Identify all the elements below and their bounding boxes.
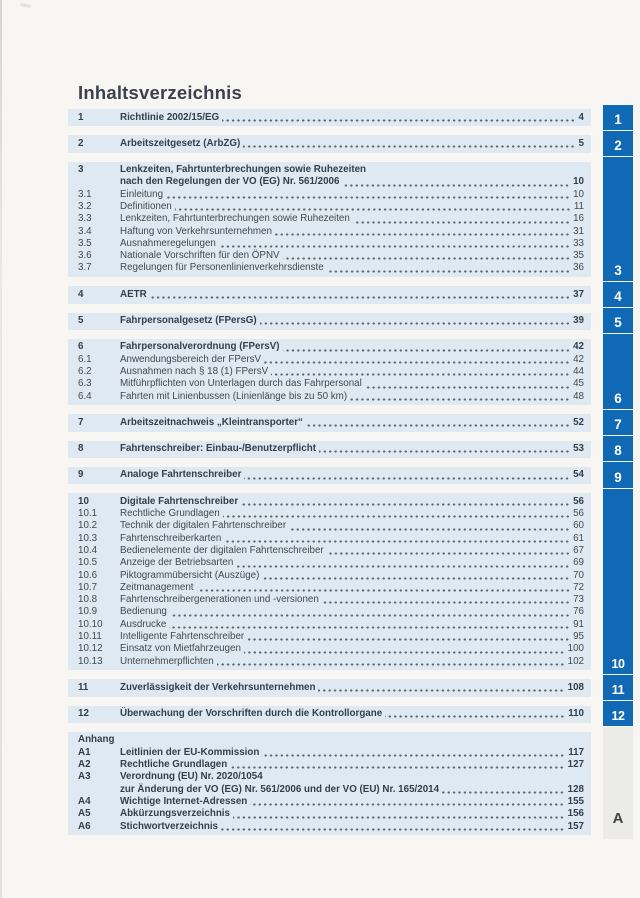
toc-entry-number: 3.5 <box>78 237 92 249</box>
dot-leader <box>262 577 570 580</box>
toc-entry-number: 10.11 <box>78 631 102 642</box>
toc-entry-title: Fahrpersonalgesetz (FPersG) <box>120 315 257 327</box>
dot-leader <box>244 651 565 654</box>
toc-entry-page: 156 <box>567 808 584 820</box>
scan-corner-smudge <box>20 3 31 8</box>
toc-group-1 <box>68 109 591 126</box>
toc-entry <box>78 213 584 225</box>
toc-entry-title: Digitale Fahrtenschreiber <box>120 495 239 507</box>
toc-entry-title: Fahrtenschreibergenerationen und -versionen <box>120 594 319 606</box>
toc-entry <box>78 582 584 594</box>
toc-entry-page: 70 <box>573 569 584 581</box>
toc-entry <box>78 443 584 455</box>
dot-leader <box>197 589 571 592</box>
dot-leader <box>169 626 570 629</box>
toc-entry-number: 6.2 <box>78 365 92 377</box>
toc-entry-number: A5 <box>78 808 91 820</box>
toc-entry-page: 53 <box>573 443 584 455</box>
chapter-tab-5: 5 <box>603 308 633 333</box>
toc-entry-page: 10 <box>573 176 584 188</box>
dot-leader <box>236 565 570 568</box>
toc-entry <box>78 164 584 176</box>
toc-entry <box>78 759 584 771</box>
chapter-tab-3: 3 <box>603 157 633 281</box>
dot-leader <box>250 803 564 806</box>
toc-entry <box>78 354 584 366</box>
toc-entry-page: 127 <box>567 759 584 771</box>
toc-entry <box>78 226 584 238</box>
toc-entry <box>78 391 584 403</box>
toc-entry-number: 5 <box>78 315 84 327</box>
toc-entry-page: 108 <box>567 681 584 693</box>
dot-leader <box>271 373 570 376</box>
dot-leader <box>353 221 570 224</box>
toc-entry <box>78 594 584 606</box>
toc-entry-title: Ausnahmen nach § 18 (1) FPersV <box>120 365 269 377</box>
toc-entry-number: 10.9 <box>78 606 98 618</box>
dot-leader <box>327 552 570 555</box>
toc-entry-title: Zeitmanagement <box>120 581 194 593</box>
toc-group-6 <box>68 339 591 405</box>
toc-entry-title: AETR <box>120 288 147 300</box>
toc-entry <box>78 138 584 150</box>
toc-entry-number: 9 <box>78 469 84 481</box>
toc-entry-number: 4 <box>78 288 84 300</box>
dot-leader <box>222 119 575 122</box>
chapter-tab-11: 11 <box>603 675 633 700</box>
dot-leader <box>223 515 570 518</box>
dot-leader <box>244 477 570 480</box>
dot-leader <box>150 296 570 299</box>
toc-entry-page: 128 <box>567 783 584 795</box>
chapter-tab-2: 2 <box>603 131 633 156</box>
toc-entry <box>78 557 584 569</box>
toc-group-11 <box>68 679 591 696</box>
toc-entry-number: 8 <box>78 443 84 455</box>
toc-entry-page: 42 <box>573 341 584 353</box>
toc-entry-number: 10.4 <box>78 544 98 556</box>
toc-entry <box>78 176 584 188</box>
toc-entry-page: 95 <box>573 631 584 642</box>
toc-entry-page: 110 <box>568 708 584 720</box>
scan-edge-artifact <box>0 0 2 898</box>
toc-entry-number: 10 <box>78 495 89 507</box>
toc-entry <box>78 262 584 274</box>
toc-entry-page: 31 <box>573 225 584 237</box>
dot-leader <box>230 766 564 769</box>
toc-entry-number: 10.10 <box>78 618 103 630</box>
toc-entry-title: Wichtige Internet-Adressen <box>120 795 248 807</box>
dot-leader <box>283 349 571 352</box>
dot-leader <box>327 270 570 273</box>
toc-entry-number: A2 <box>78 759 91 771</box>
toc-entry-page: 5 <box>578 137 584 149</box>
dot-leader <box>442 791 565 794</box>
toc-group-2 <box>68 135 591 152</box>
toc-entry-title: Verordnung (EU) Nr. 2020/1054 <box>120 771 263 783</box>
toc-entry-number: 3.1 <box>78 188 92 200</box>
toc-entry-title: Arbeitszeitgesetz (ArbZG) <box>120 137 241 149</box>
toc-entry-title: Nationale Vorschriften für den ÖPNV <box>120 250 280 262</box>
toc-entry-number: 10.12 <box>78 643 103 655</box>
dot-leader <box>262 754 565 757</box>
toc-entry-number: 10.8 <box>78 594 98 606</box>
toc-entry-number: 3.7 <box>78 262 92 274</box>
toc-entry-number: 3.2 <box>78 200 92 212</box>
dot-leader <box>166 196 570 199</box>
toc-entry-number: A3 <box>78 771 91 783</box>
toc-entry <box>78 112 584 124</box>
toc-entry <box>78 289 584 301</box>
toc-entry <box>78 734 584 746</box>
toc-entry-page: 11 <box>573 200 584 212</box>
dot-leader <box>264 361 570 364</box>
toc-entry-page: 102 <box>567 655 584 667</box>
toc-group-7 <box>68 414 591 431</box>
toc-entry-number: 11 <box>78 681 89 693</box>
toc-entry <box>78 545 584 557</box>
dot-leader <box>350 398 570 401</box>
toc-entry <box>78 796 584 808</box>
toc <box>68 109 591 844</box>
toc-entry-number: 10.5 <box>78 557 98 569</box>
toc-entry-title: Haftung von Verkehrsunternehmen <box>120 225 272 237</box>
toc-entry-page: 67 <box>573 544 584 556</box>
chapter-tab-6: 6 <box>603 334 633 408</box>
toc-entry <box>78 784 584 796</box>
chapter-tab-A: A <box>603 727 633 838</box>
dot-leader <box>170 614 570 617</box>
chapter-tab-12: 12 <box>603 701 633 726</box>
dot-leader <box>217 663 565 666</box>
toc-entry-page: 61 <box>573 532 584 544</box>
toc-entry-number: 2 <box>78 137 84 149</box>
toc-entry-page: 48 <box>573 390 584 402</box>
toc-entry-title: Ausnahmeregelungen <box>120 237 216 249</box>
toc-entry-number: 1 <box>78 111 84 123</box>
toc-entry <box>78 520 584 532</box>
chapter-tab-10: 10 <box>603 489 633 674</box>
toc-entry-page: 100 <box>567 643 584 655</box>
toc-entry <box>78 808 584 820</box>
toc-entry-page: 157 <box>567 820 584 832</box>
toc-entry <box>78 656 584 668</box>
toc-entry-page: 91 <box>573 618 584 630</box>
toc-entry-number: 10.6 <box>78 569 98 581</box>
toc-entry-title: Fahrtenschreiber: Einbau-/Benutzerpflicht <box>120 443 316 455</box>
toc-entry-title: zur Änderung der VO (EG) Nr. 561/2006 und der VO (EU) Nr. 165/2014 <box>120 783 440 795</box>
toc-entry-title: Abkürzungsverzeichnis <box>120 808 230 820</box>
dot-leader <box>342 184 570 187</box>
toc-entry-number: 3 <box>78 164 84 176</box>
toc-entry-number: 7 <box>78 416 84 428</box>
toc-entry-title: Bedienung <box>120 606 167 618</box>
chapter-tab-rail <box>603 0 633 898</box>
toc-entry-number: A4 <box>78 795 91 807</box>
dot-leader <box>365 386 570 389</box>
toc-entry-title: Mitführpflichten von Unterlagen durch das Fahrpersonal <box>120 378 362 390</box>
toc-entry <box>78 682 584 694</box>
toc-entry <box>78 469 584 481</box>
toc-entry-number: 10.13 <box>78 655 103 667</box>
toc-entry-title: Ausdrucke <box>120 618 167 630</box>
toc-entry <box>78 570 584 582</box>
toc-entry-number: 6.1 <box>78 353 92 365</box>
toc-entry-page: 76 <box>573 606 584 618</box>
toc-entry-number: 6.3 <box>78 378 92 390</box>
dot-leader <box>322 601 570 604</box>
dot-leader <box>283 257 571 260</box>
toc-entry <box>78 250 584 262</box>
chapter-tab-7: 7 <box>603 410 633 435</box>
toc-entry-number: 3.6 <box>78 250 92 262</box>
toc-entry <box>78 378 584 390</box>
chapter-tab-8: 8 <box>603 436 633 461</box>
toc-entry-title: Analoge Fahrtenschreiber <box>120 469 242 481</box>
toc-group-3 <box>68 162 591 278</box>
toc-group-8 <box>68 441 591 458</box>
toc-entry-number: 3.3 <box>78 213 92 225</box>
dot-leader <box>385 715 565 718</box>
toc-entry-page: 60 <box>573 520 584 532</box>
toc-entry-title: Definitionen <box>120 200 172 212</box>
toc-entry-page: 16 <box>573 213 584 225</box>
toc-entry-title: Technik der digitalen Fahrtenschreiber <box>120 520 287 532</box>
toc-entry-title: Fahrpersonalverordnung (FPersV) <box>120 341 280 353</box>
toc-entry-page: 36 <box>573 262 584 274</box>
toc-group-5 <box>68 313 591 330</box>
toc-entry <box>78 496 584 508</box>
toc-entry <box>78 201 584 213</box>
toc-entry-number: 6 <box>78 341 84 353</box>
toc-entry-page: 56 <box>573 508 584 520</box>
toc-entry-page: 10 <box>573 188 584 200</box>
toc-entry-title: Fahrtenschreiberkarten <box>120 532 222 544</box>
chapter-tab-1: 1 <box>603 105 633 130</box>
toc-entry-page: 35 <box>573 250 584 262</box>
dot-leader <box>318 689 564 692</box>
toc-entry-title: Rechtliche Grundlagen <box>120 759 228 771</box>
dot-leader <box>289 528 570 531</box>
toc-entry-page: 56 <box>573 495 584 507</box>
toc-entry-title: Arbeitszeitnachweis „Kleintransporter“ <box>120 416 303 428</box>
toc-entry-number: 10.7 <box>78 581 98 593</box>
toc-entry-number: 3.4 <box>78 225 92 237</box>
dot-leader <box>306 424 570 427</box>
toc-entry-title: Lenkzeiten, Fahrtunterbrechungen sowie Ruhezeiten <box>120 164 367 176</box>
toc-entry <box>78 747 584 759</box>
dot-leader <box>219 245 570 248</box>
toc-entry-page: 155 <box>567 795 584 807</box>
toc-entry-page: 37 <box>573 288 584 300</box>
toc-entry-number: 10.1 <box>78 508 98 520</box>
toc-entry-page: 52 <box>573 416 584 428</box>
toc-group-12 <box>68 706 591 723</box>
dot-leader <box>275 233 570 236</box>
dot-leader <box>241 503 570 506</box>
toc-entry-title: Zuverlässigkeit der Verkehrsunternehmen <box>120 681 316 693</box>
toc-entry <box>78 341 584 353</box>
toc-entry <box>78 619 584 631</box>
toc-entry-title: Regelungen für Personenlinienverkehrsdienste <box>120 262 324 274</box>
toc-entry <box>78 631 584 643</box>
chapter-tab-9: 9 <box>603 462 633 487</box>
toc-entry-page: 33 <box>573 237 584 249</box>
toc-entry <box>78 643 584 655</box>
toc-entry-title: Leitlinien der EU-Kommission <box>120 746 260 758</box>
toc-entry-title: Stichwortverzeichnis <box>120 820 218 832</box>
toc-entry-title: Intelligente Fahrtenschreiber <box>120 631 245 642</box>
toc-entry <box>78 771 584 783</box>
toc-entry-title: Unternehmerpflichten <box>120 655 214 667</box>
toc-entry-page: 4 <box>578 111 584 123</box>
toc-entry-number: 6.4 <box>78 390 92 402</box>
dot-leader <box>221 828 565 831</box>
toc-entry-page: 44 <box>573 365 584 377</box>
toc-entry <box>78 533 584 545</box>
toc-group-4 <box>68 286 591 303</box>
toc-entry <box>78 238 584 250</box>
toc-entry-title: Anwendungsbereich der FPersV <box>120 353 262 365</box>
toc-entry <box>78 315 584 327</box>
toc-entry-title: Überwachung der Vorschriften durch die Kontrollorgane <box>120 708 383 720</box>
toc-entry-title: Einsatz von Mietfahrzeugen <box>120 643 241 655</box>
chapter-tab-4: 4 <box>603 282 633 307</box>
toc-entry-page: 45 <box>573 378 584 390</box>
toc-entry-title: Rechtliche Grundlagen <box>120 508 220 520</box>
toc-entry-page: 72 <box>573 581 584 593</box>
toc-entry-title: Anzeige der Betriebsarten <box>120 557 234 569</box>
toc-entry-page: 54 <box>573 469 584 481</box>
toc-entry-title: nach den Regelungen der VO (EG) Nr. 561/2006 <box>120 176 340 188</box>
toc-entry <box>78 821 584 833</box>
toc-entry-number: 12 <box>78 708 89 720</box>
dot-leader <box>175 208 571 211</box>
toc-entry-number: 10.3 <box>78 532 98 544</box>
toc-entry <box>78 417 584 429</box>
toc-entry-page: 69 <box>573 557 584 569</box>
toc-group-A <box>68 732 591 835</box>
toc-entry <box>78 189 584 201</box>
toc-entry-number: 10.2 <box>78 520 98 532</box>
toc-entry-title: Einleitung <box>120 188 164 200</box>
toc-entry-number: Anhang <box>78 734 115 746</box>
toc-entry-title: Fahrten mit Linienbussen (Linienlänge bis zu 50 km) <box>120 390 348 402</box>
toc-entry-title: Bedienelemente der digitalen Fahrtenschreiber <box>120 544 324 556</box>
toc-entry-title: Piktogrammübersicht (Auszüge) <box>120 569 260 581</box>
dot-leader <box>233 816 565 819</box>
toc-entry-page: 117 <box>568 746 584 758</box>
toc-group-10 <box>68 493 591 670</box>
toc-entry <box>78 508 584 520</box>
toc-entry <box>78 708 584 720</box>
dot-leader <box>243 145 575 148</box>
dot-leader <box>247 638 570 641</box>
toc-entry-page: 42 <box>573 353 584 365</box>
toc-entry <box>78 366 584 378</box>
toc-entry <box>78 606 584 618</box>
toc-entry-number: A6 <box>78 820 91 832</box>
toc-entry-number: A1 <box>78 746 91 758</box>
toc-entry-page: 39 <box>573 315 584 327</box>
dot-leader <box>260 322 570 325</box>
toc-entry-page: 73 <box>573 594 584 606</box>
toc-group-9 <box>68 467 591 484</box>
toc-entry-title: Lenkzeiten, Fahrtunterbrechungen sowie Ruhezeiten <box>120 213 350 225</box>
dot-leader <box>319 450 570 453</box>
page-title: Inhaltsverzeichnis <box>78 82 242 103</box>
toc-entry-title: Richtlinie 2002/15/EG <box>120 111 220 123</box>
dot-leader <box>224 540 570 543</box>
